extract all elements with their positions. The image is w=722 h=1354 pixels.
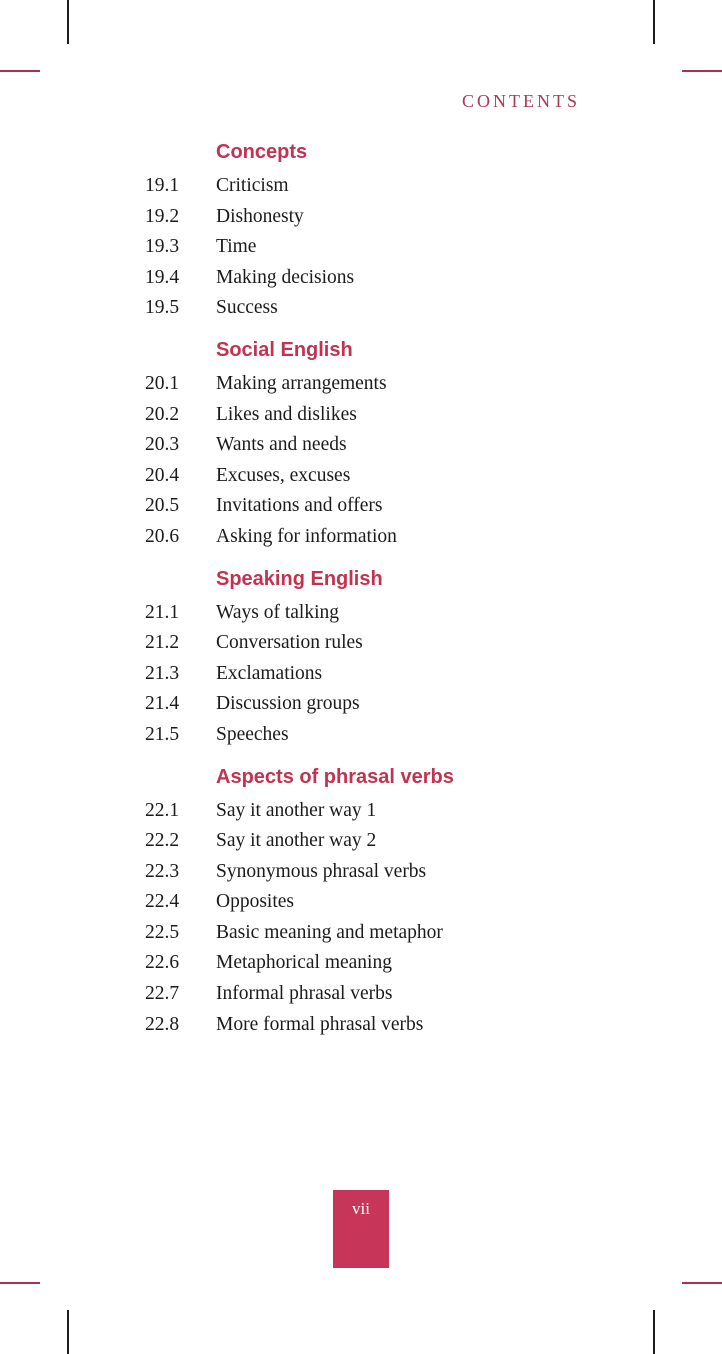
toc-entry bbox=[145, 400, 615, 431]
toc-entry bbox=[145, 461, 615, 492]
toc-entry bbox=[145, 720, 615, 751]
crop-mark-bottom-right-vertical bbox=[653, 1310, 655, 1354]
toc-entry bbox=[145, 979, 615, 1010]
entry-number: 22.1 bbox=[145, 799, 180, 821]
entry-number: 21.1 bbox=[145, 601, 180, 623]
entry-title: Time bbox=[216, 236, 257, 258]
entry-number: 19.1 bbox=[145, 175, 180, 196]
entry-number: 22.8 bbox=[145, 1013, 180, 1035]
entry-number: 20.6 bbox=[145, 525, 180, 547]
entry-title: Speeches bbox=[216, 723, 289, 745]
toc-entry bbox=[145, 857, 615, 888]
section-heading: Aspects of phrasal verbs bbox=[216, 765, 454, 788]
toc-entry bbox=[145, 887, 615, 918]
crop-mark-top-right-horizontal bbox=[682, 70, 722, 72]
toc-entry bbox=[145, 263, 615, 294]
entry-title: Say it another way 1 bbox=[216, 799, 377, 821]
toc-entry bbox=[145, 430, 615, 461]
crop-mark-bottom-left-vertical bbox=[67, 1310, 69, 1354]
entry-title: Metaphorical meaning bbox=[216, 952, 392, 974]
toc-entry bbox=[145, 293, 615, 324]
entry-title: Conversation rules bbox=[216, 632, 363, 654]
entry-number: 22.7 bbox=[145, 983, 180, 1005]
entry-title: More formal phrasal verbs bbox=[216, 1013, 424, 1035]
toc-entry bbox=[145, 826, 615, 857]
entry-number: 20.2 bbox=[145, 403, 180, 425]
entry-title: Invitations and offers bbox=[216, 495, 383, 517]
entry-number: 19.2 bbox=[145, 205, 180, 227]
section-heading: Speaking English bbox=[216, 567, 383, 590]
crop-mark-bottom-right-horizontal bbox=[682, 1282, 722, 1284]
entry-number: 20.1 bbox=[145, 372, 180, 394]
toc-entry bbox=[145, 232, 615, 263]
section-heading: Social English bbox=[216, 338, 353, 361]
crop-mark-top-left-vertical bbox=[67, 0, 69, 44]
entry-number: 22.4 bbox=[145, 891, 180, 913]
toc-section bbox=[145, 764, 615, 1041]
entry-number: 21.4 bbox=[145, 693, 180, 715]
toc-entry bbox=[145, 628, 615, 659]
entry-title: Say it another way 2 bbox=[216, 830, 377, 852]
entry-number: 19.4 bbox=[145, 266, 180, 288]
crop-mark-top-right-vertical bbox=[653, 0, 655, 44]
entry-number: 22.3 bbox=[145, 860, 180, 882]
entry-title: Ways of talking bbox=[216, 601, 339, 623]
toc-entry bbox=[145, 171, 615, 202]
toc-entry bbox=[145, 689, 615, 720]
entry-number: 21.5 bbox=[145, 723, 180, 745]
toc-entry bbox=[145, 369, 615, 400]
entry-title: Excuses, excuses bbox=[216, 464, 351, 486]
section-heading: Concepts bbox=[216, 141, 308, 163]
entry-title: Dishonesty bbox=[216, 205, 304, 227]
toc-entry bbox=[145, 598, 615, 629]
toc-entry bbox=[145, 1010, 615, 1041]
toc-entry bbox=[145, 659, 615, 690]
crop-mark-top-left-horizontal bbox=[0, 70, 40, 72]
toc-section bbox=[145, 566, 615, 751]
entry-number: 22.2 bbox=[145, 830, 180, 852]
entry-title: Synonymous phrasal verbs bbox=[216, 860, 427, 882]
entry-number: 21.3 bbox=[145, 662, 180, 684]
toc-entry bbox=[145, 522, 615, 553]
toc-section bbox=[145, 139, 615, 324]
entry-title: Wants and needs bbox=[216, 434, 347, 456]
entry-number: 20.5 bbox=[145, 495, 180, 517]
toc-entry bbox=[145, 202, 615, 233]
entry-number: 20.4 bbox=[145, 464, 180, 486]
entry-title: Opposites bbox=[216, 891, 294, 913]
entry-title: Making decisions bbox=[216, 266, 355, 288]
page-number-box bbox=[333, 1190, 389, 1268]
entry-number: 20.3 bbox=[145, 434, 180, 456]
entry-title: Success bbox=[216, 297, 278, 319]
crop-mark-bottom-left-horizontal bbox=[0, 1282, 40, 1284]
entry-title: Informal phrasal verbs bbox=[216, 983, 393, 1005]
contents-header: CONTENTS bbox=[462, 91, 580, 111]
entry-title: Basic meaning and metaphor bbox=[216, 921, 443, 943]
entry-number: 22.6 bbox=[145, 952, 180, 974]
entry-number: 21.2 bbox=[145, 632, 180, 654]
entry-number: 19.5 bbox=[145, 297, 180, 319]
entry-title: Making arrangements bbox=[216, 372, 387, 394]
entry-title: Exclamations bbox=[216, 662, 323, 684]
entry-title: Likes and dislikes bbox=[216, 403, 357, 425]
toc-entry bbox=[145, 948, 615, 979]
toc-section bbox=[145, 337, 615, 553]
entry-number: 19.3 bbox=[145, 236, 180, 258]
toc-entry bbox=[145, 491, 615, 522]
entry-title: Discussion groups bbox=[216, 693, 360, 715]
entry-number: 22.5 bbox=[145, 921, 180, 943]
toc-entry bbox=[145, 796, 615, 827]
toc-sections bbox=[145, 139, 615, 1040]
page-number: vii bbox=[352, 1199, 370, 1218]
entry-title: Asking for information bbox=[216, 525, 397, 547]
entry-title: Criticism bbox=[216, 175, 289, 196]
toc-entry bbox=[145, 918, 615, 949]
